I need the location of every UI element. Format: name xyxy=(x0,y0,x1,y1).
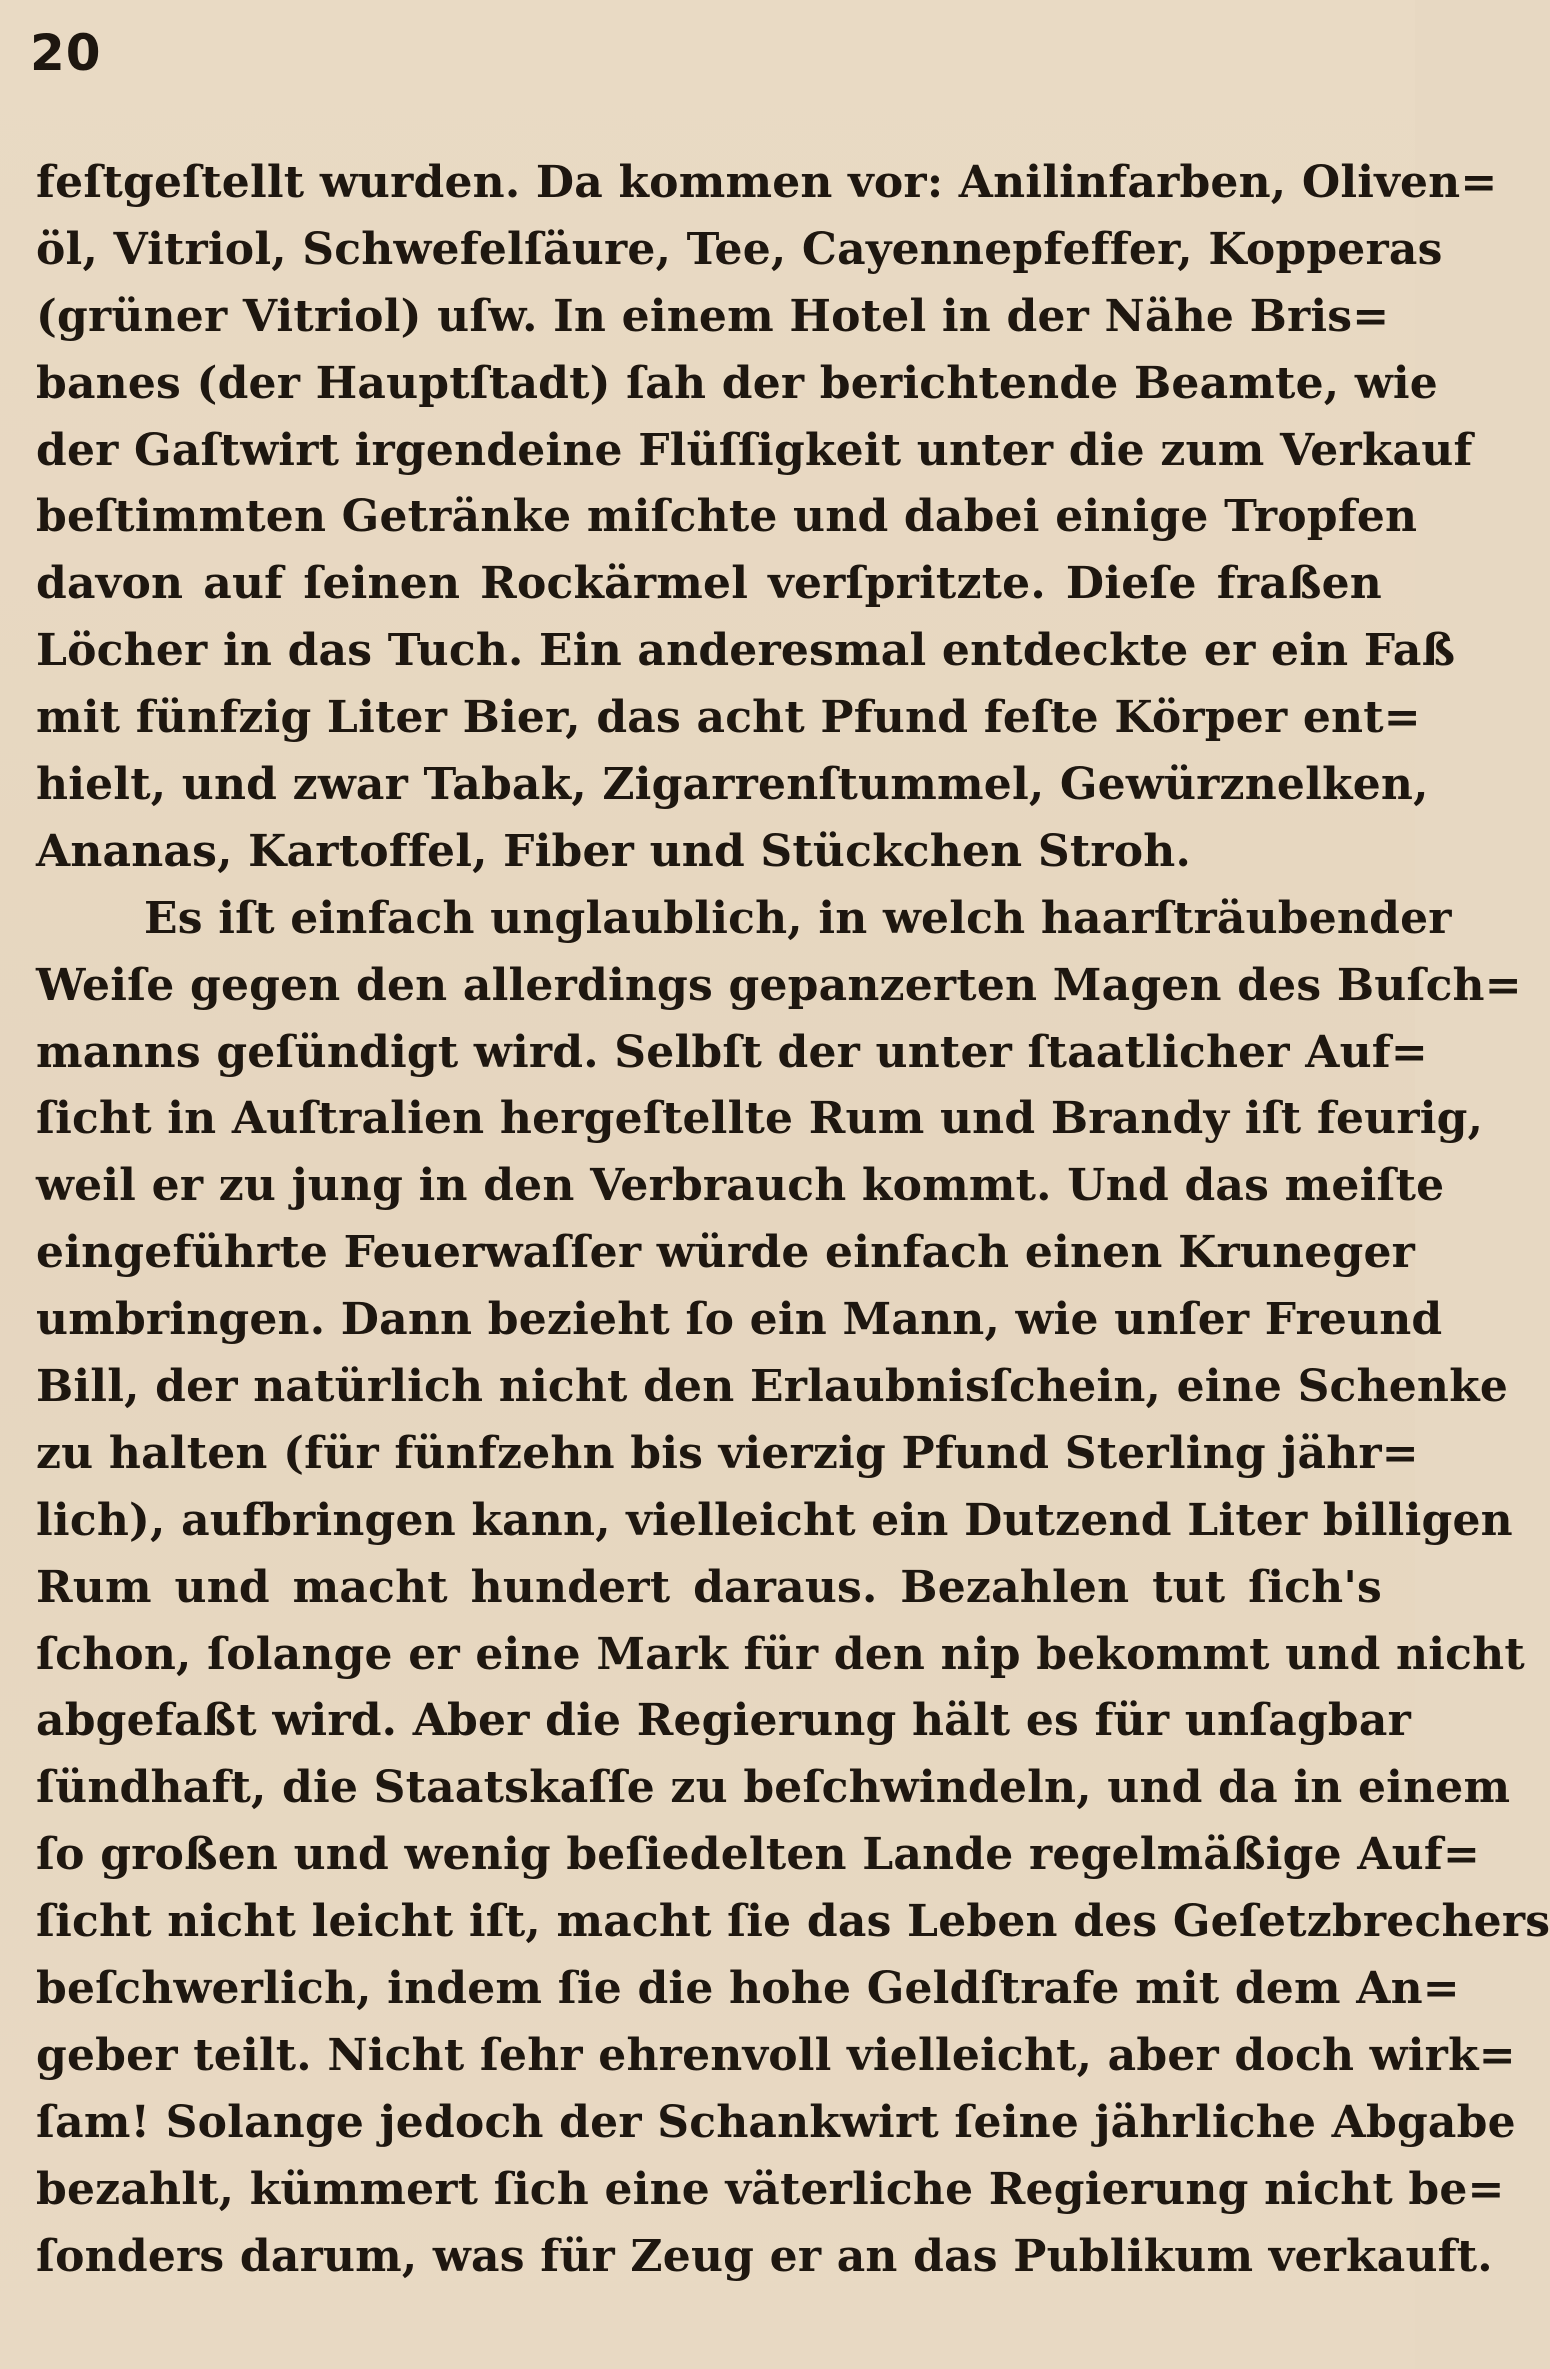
text-line: banes (der Hauptſtadt) ſah der berichtende Beamte, wie xyxy=(36,357,1438,409)
text-line: ſam! Solange jedoch der Schankwirt ſeine jährliche Abgabe xyxy=(36,2096,1516,2148)
body-text xyxy=(36,150,1550,2291)
text-line: hielt, und zwar Tabak, Zigarrenſtummel, Gewürznelken, xyxy=(36,759,1429,811)
text-line: umbringen. Dann bezieht ſo ein Mann, wie unſer Freund xyxy=(36,1294,1443,1346)
text-line: beſchwerlich, indem ſie die hohe Geldſtrafe mit dem An= xyxy=(36,1963,1460,2015)
text-line: Ananas, Kartoffel, Fiber und Stückchen Stroh. xyxy=(36,825,1192,877)
text-line: feſtgeſtellt wurden. Da kommen vor: Anilinfarben, Oliven= xyxy=(36,157,1498,208)
text-line: Bill, der natürlich nicht den Erlaubnisſchein, eine Schenke xyxy=(36,1361,1509,1413)
page-number: 20 xyxy=(30,24,102,82)
text-line: (grüner Vitriol) uſw. In einem Hotel in der Nähe Bris= xyxy=(36,290,1390,342)
text-line: mit fünfzig Liter Bier, das acht Pfund feſte Körper ent= xyxy=(36,692,1421,744)
text-line: abgefaßt wird. Aber die Regierung hält es für unſagbar xyxy=(36,1695,1411,1747)
text-line: Löcher in das Tuch. Ein anderesmal entdeckte er ein Faß xyxy=(36,625,1456,677)
text-line: eingeführte Feuerwaſſer würde einfach einen Kruneger xyxy=(36,1227,1416,1279)
text-line: Es iſt einfach unglaublich, in welch haarſträubender xyxy=(144,892,1452,944)
text-line: Weiſe gegen den allerdings gepanzerten Magen des Buſch= xyxy=(36,959,1522,1011)
text-line: der Gaſtwirt irgendeine Flüſſigkeit unter die zum Verkauf xyxy=(36,424,1473,476)
text-line: weil er zu jung in den Verbrauch kommt. Und das meiſte xyxy=(36,1160,1445,1212)
text-line: ſo großen und wenig beſiedelten Lande regelmäßige Auf= xyxy=(36,1829,1481,1881)
text-line: ſonders darum, was für Zeug er an das Publikum verkauft. xyxy=(36,2230,1493,2282)
text-line: davon auf ſeinen Rockärmel verſpritzte. Dieſe fraßen xyxy=(36,558,1382,610)
text-line: geber teilt. Nicht ſehr ehrenvoll vielleicht, aber doch wirk= xyxy=(36,2029,1516,2081)
text-line: ſchon, ſolange er eine Mark für den nip bekommt und nicht xyxy=(36,1628,1525,1680)
text-line: ſündhaft, die Staatskaſſe zu beſchwindeln, und da in einem xyxy=(36,1762,1511,1814)
text-line: lich), aufbringen kann, vielleicht ein Dutzend Liter billigen xyxy=(36,1494,1513,1546)
text-line: Rum und macht hundert daraus. Bezahlen tut ſich's xyxy=(36,1561,1382,1613)
text-line: bezahlt, kümmert ſich eine väterliche Regierung nicht be= xyxy=(36,2163,1505,2215)
text-line: ſicht in Auſtralien hergeſtellte Rum und Brandy iſt feurig, xyxy=(36,1093,1484,1145)
text-line: zu halten (für fünfzehn bis vierzig Pfund Sterling jähr= xyxy=(36,1427,1419,1479)
text-line: öl, Vitriol, Schwefelſäure, Tee, Cayennepfeffer, Kopperas xyxy=(36,223,1443,275)
text-line: manns geſündigt wird. Selbſt der unter ſtaatlicher Auf= xyxy=(36,1026,1428,1078)
text-line: beſtimmten Getränke miſchte und dabei einige Tropfen xyxy=(36,491,1418,543)
text-line: ſicht nicht leicht iſt, macht ſie das Leben des Geſetzbrechers xyxy=(36,1896,1550,1948)
